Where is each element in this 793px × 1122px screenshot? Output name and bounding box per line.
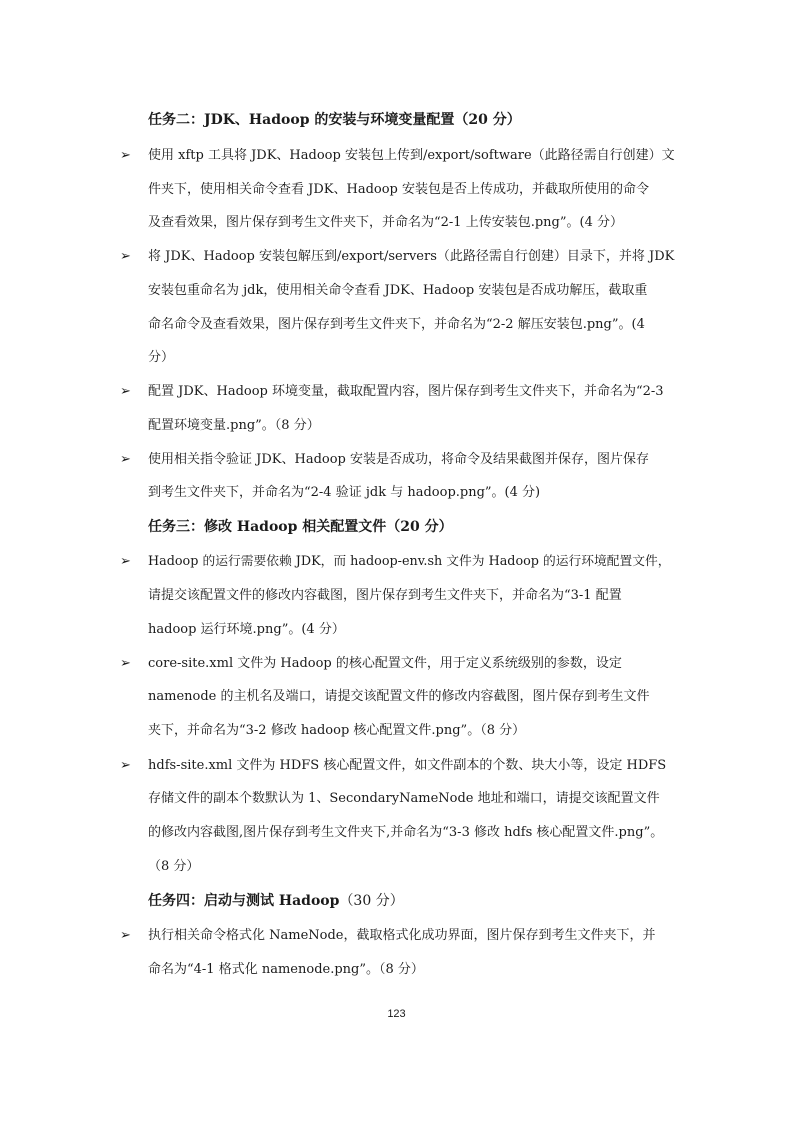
task3-item2-line3: 夹下，并命名为“3-2 修改 hadoop 核心配置文件.png”。（8 分）	[148, 723, 526, 738]
task2-item4-line2: 到考生文件夹下，并命名为“2-4 验证 jdk 与 hadoop.png”。(4 分)	[148, 485, 541, 500]
task3-item1-line2: 请提交该配置文件的修改内容截图，图片保存到考生文件夹下，并命名为“3-1 配置	[148, 588, 622, 603]
task4-heading-score: （30 分）	[339, 893, 404, 909]
task2-heading: 任务二：JDK、Hadoop 的安装与环境变量配置（20 分）	[148, 112, 521, 128]
bullet-icon: ➢	[120, 249, 131, 264]
bullet-icon: ➢	[120, 452, 131, 467]
task3-heading: 任务三：修改 Hadoop 相关配置文件（20 分）	[148, 519, 453, 535]
task3-item3-line3: 的修改内容截图,图片保存到考生文件夹下,并命名为“3-3 修改 hdfs 核心配置文件.png”。	[148, 825, 664, 840]
task2-item3-line1: 配置 JDK、Hadoop 环境变量，截取配置内容，图片保存到考生文件夹下，并命名为“2-3	[148, 384, 664, 399]
task3-item3-line4: （8 分）	[148, 859, 200, 874]
page-number: 123	[387, 1008, 406, 1020]
task3-item2-line2: namenode 的主机名及端口，请提交该配置文件的修改内容截图，图片保存到考生文件	[148, 689, 650, 704]
task3-item3-line1: hdfs-site.xml 文件为 HDFS 核心配置文件，如文件副本的个数、块大小等，设定 HDFS	[148, 758, 667, 773]
task3-item1-line1: Hadoop 的运行需要依赖 JDK，而 hadoop-env.sh 文件为 Hadoop 的运行环境配置文件，	[148, 554, 671, 569]
task4-heading	[148, 891, 404, 911]
task2-item3-line2: 配置环境变量.png”。（8 分）	[148, 418, 320, 433]
bullet-icon: ➢	[120, 656, 131, 671]
bullet-icon: ➢	[120, 758, 131, 773]
bullet-icon: ➢	[120, 148, 131, 163]
task2-item2-line3: 命名命令及查看效果，图片保存到考生文件夹下，并命名为“2-2 解压安装包.png”。(4	[148, 317, 645, 332]
task2-item1-line1: 使用 xftp 工具将 JDK、Hadoop 安装包上传到/export/software（此路径需自行创建）文	[148, 148, 675, 163]
bullet-icon: ➢	[120, 384, 131, 399]
bullet-icon: ➢	[120, 928, 131, 943]
task3-item1-line3: hadoop 运行环境.png”。(4 分）	[148, 622, 345, 637]
task3-item2-line1: core-site.xml 文件为 Hadoop 的核心配置文件，用于定义系统级别的参数，设定	[148, 656, 622, 671]
task4-item1-line2: 命名为“4-1 格式化 namenode.png”。（8 分）	[148, 962, 424, 977]
task3-item3-line2: 存储文件的副本个数默认为 1、SecondaryNameNode 地址和端口，请提交该配置文件	[148, 791, 660, 806]
task2-item1-line2: 件夹下，使用相关命令查看 JDK、Hadoop 安装包是否上传成功，并截取所使用的命令	[148, 182, 649, 197]
task2-item1-line3: 及查看效果，图片保存到考生文件夹下，并命名为“2-1 上传安装包.png”。(4 分）	[148, 215, 623, 230]
task2-item2-line1: 将 JDK、Hadoop 安装包解压到/export/servers（此路径需自行创建）目录下，并将 JDK	[148, 249, 675, 264]
task2-item2-line2: 安装包重命名为 jdk，使用相关命令查看 JDK、Hadoop 安装包是否成功解压，截取重	[148, 283, 648, 298]
task2-item2-line4: 分）	[148, 350, 175, 365]
task4-heading-title: 任务四：启动与测试 Hadoop	[148, 893, 340, 909]
task4-item1-line1: 执行相关命令格式化 NameNode，截取格式化成功界面，图片保存到考生文件夹下，并	[148, 928, 656, 943]
task2-item4-line1: 使用相关指令验证 JDK、Hadoop 安装是否成功，将命令及结果截图并保存，图片保存	[148, 452, 649, 467]
bullet-icon: ➢	[120, 554, 131, 569]
